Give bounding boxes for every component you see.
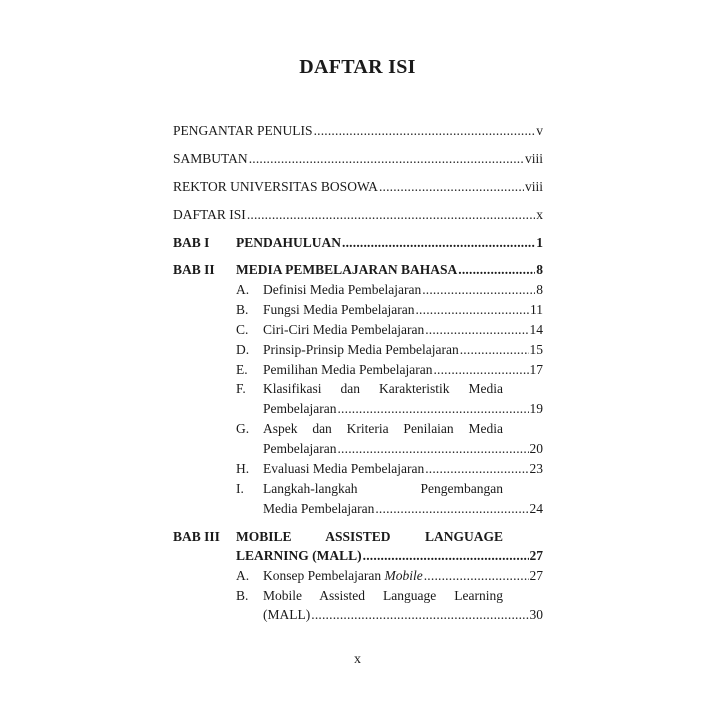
chapter-page: 1 [536,235,543,250]
toc-entry-label: PENGANTAR PENULIS [173,123,313,138]
section-title-text: Konsep Pembelajaran [263,568,382,583]
toc-section [263,440,543,458]
toc-section [263,400,543,418]
section-title: (MALL) [263,607,311,622]
section-title: Evaluasi Media Pembelajaran [263,461,425,476]
toc-entry-page: x [536,207,543,222]
section-letter: G. [236,421,250,436]
leader-dots [458,261,535,279]
leader-dots [337,440,528,458]
toc-entry-label: REKTOR UNIVERSITAS BOSOWA [173,179,378,194]
section-page: 8 [536,282,543,297]
section-page: 24 [529,501,543,516]
toc-chapter-mall [236,547,543,565]
section-page: 11 [530,302,543,317]
toc-section [263,321,543,339]
toc-entry-label: SAMBUTAN [173,151,248,166]
section-page: 20 [529,441,543,456]
toc-section [263,301,543,319]
section-title [263,567,423,585]
toc-entry-daftar-isi [173,206,543,224]
leader-dots [375,500,528,518]
toc-section [263,460,543,478]
section-letter: H. [236,461,250,476]
leader-dots [337,400,528,418]
section-page: 14 [529,322,543,337]
section-title: Pemilihan Media Pembelajaran [263,362,433,377]
section-page: 17 [529,362,543,377]
chapter-title: LEARNING (MALL) [236,548,362,563]
leader-dots [247,206,535,224]
section-title-italic: Mobile [384,568,423,583]
leader-dots [342,234,535,252]
chapter-page: 27 [529,548,543,563]
leader-dots [425,460,528,478]
section-letter: B. [236,302,249,317]
chapter-title-line: MOBILE ASSISTED LANGUAGE [236,529,503,544]
section-letter: A. [236,282,250,297]
toc-chapter-media [236,261,543,279]
leader-dots [425,321,528,339]
section-title-line: Mobile Assisted Language Learning [263,588,503,603]
section-page: 23 [529,461,543,476]
page-number: x [354,652,361,667]
toc-chapter-pendahuluan [236,234,543,252]
section-page: 30 [529,607,543,622]
section-letter: D. [236,342,250,357]
leader-dots [415,301,529,319]
section-page: 19 [529,401,543,416]
section-title: Pembelajaran [263,401,337,416]
section-title: Media Pembelajaran [263,501,375,516]
toc-entry-page: viii [524,151,543,166]
toc-entry-page: viii [524,179,543,194]
toc-section [263,281,543,299]
section-title: Pembelajaran [263,441,337,456]
leader-dots [422,281,535,299]
toc-entry-page: v [536,123,543,138]
toc-entry-sambutan [173,150,543,168]
leader-dots [460,341,529,359]
chapter-page: 8 [536,262,543,277]
leader-dots [379,178,524,196]
leader-dots [424,567,529,585]
section-letter: C. [236,322,249,337]
section-title-line: Aspek dan Kriteria Penilaian Media [263,421,503,436]
section-title: Definisi Media Pembelajaran [263,282,422,297]
section-page: 27 [529,568,543,583]
chapter-code: BAB III [173,529,220,544]
chapter-code: BAB II [173,262,215,277]
chapter-title: MEDIA PEMBELAJARAN BAHASA [236,262,458,277]
leader-dots [433,361,528,379]
leader-dots [311,606,528,624]
section-letter: I. [236,481,244,496]
toc-section [263,500,543,518]
toc-section [263,567,543,585]
page-title: DAFTAR ISI [299,56,416,78]
toc-section [263,361,543,379]
section-letter: E. [236,362,248,377]
section-letter: F. [236,381,246,396]
chapter-code: BAB I [173,235,210,250]
leader-dots [314,122,536,140]
toc-entry-pengantar [173,122,543,140]
chapter-title: PENDAHULUAN [236,235,342,250]
section-letter: B. [236,588,249,603]
leader-dots [249,150,524,168]
section-title: Prinsip-Prinsip Media Pembelajaran [263,342,459,357]
section-title: Fungsi Media Pembelajaran [263,302,415,317]
toc-entry-rektor [173,178,543,196]
toc-entry-label: DAFTAR ISI [173,207,246,222]
leader-dots [363,547,529,565]
section-letter: A. [236,568,250,583]
section-title: Ciri-Ciri Media Pembelajaran [263,322,425,337]
section-title-line: Langkah-langkah Pengembangan [263,481,503,496]
section-title-line: Klasifikasi dan Karakteristik Media [263,381,503,396]
toc-section [263,606,543,624]
section-page: 15 [529,342,543,357]
toc-section [263,341,543,359]
